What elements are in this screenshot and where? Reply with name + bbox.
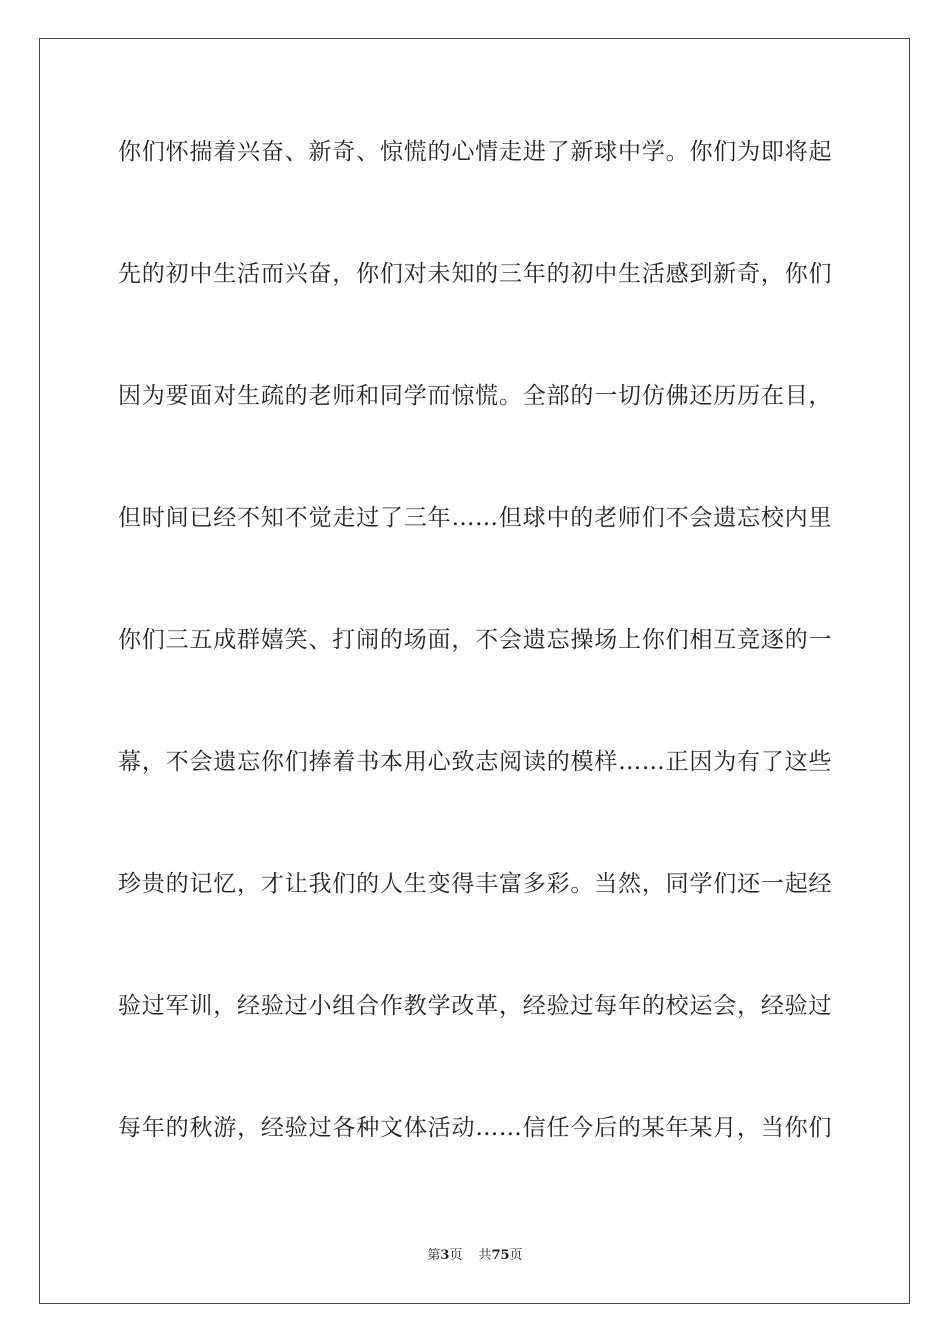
body-text-line-5: 你们三五成群嬉笑、打闹的场面，不会遗忘操场上你们相互竞逐的一 [118,627,832,653]
total-pages: 75 [491,1248,510,1263]
body-text-line-2: 先的初中生活而兴奋，你们对未知的三年的初中生活感到新奇，你们 [118,261,832,287]
body-text-line-9: 每年的秋游，经验过各种文体活动……信任今后的某年某月，当你们 [118,1115,832,1141]
body-text-line-1: 你们怀揣着兴奋、新奇、惊慌的心情走进了新球中学。你们为即将起 [118,139,832,165]
page-number: 3 [440,1248,450,1263]
body-text-line-4: 但时间已经不知不觉走过了三年……但球中的老师们不会遗忘校内里 [118,505,832,531]
page-label-prefix: 第 [427,1248,441,1263]
body-text-line-6: 幕，不会遗忘你们捧着书本用心致志阅读的模样……正因为有了这些 [118,749,832,775]
body-text-line-3: 因为要面对生疏的老师和同学而惊慌。全部的一切仿佛还历历在目， [118,383,832,409]
total-label-prefix: 共 [478,1248,492,1263]
total-label-suffix: 页 [509,1248,523,1263]
page-label-suffix: 页 [449,1248,463,1263]
page-footer [0,1248,950,1264]
body-text-line-8: 验过军训，经验过小组合作教学改革，经验过每年的校运会，经验过 [118,993,832,1019]
body-text-line-7: 珍贵的记忆，才让我们的人生变得丰富多彩。当然，同学们还一起经 [118,871,832,897]
